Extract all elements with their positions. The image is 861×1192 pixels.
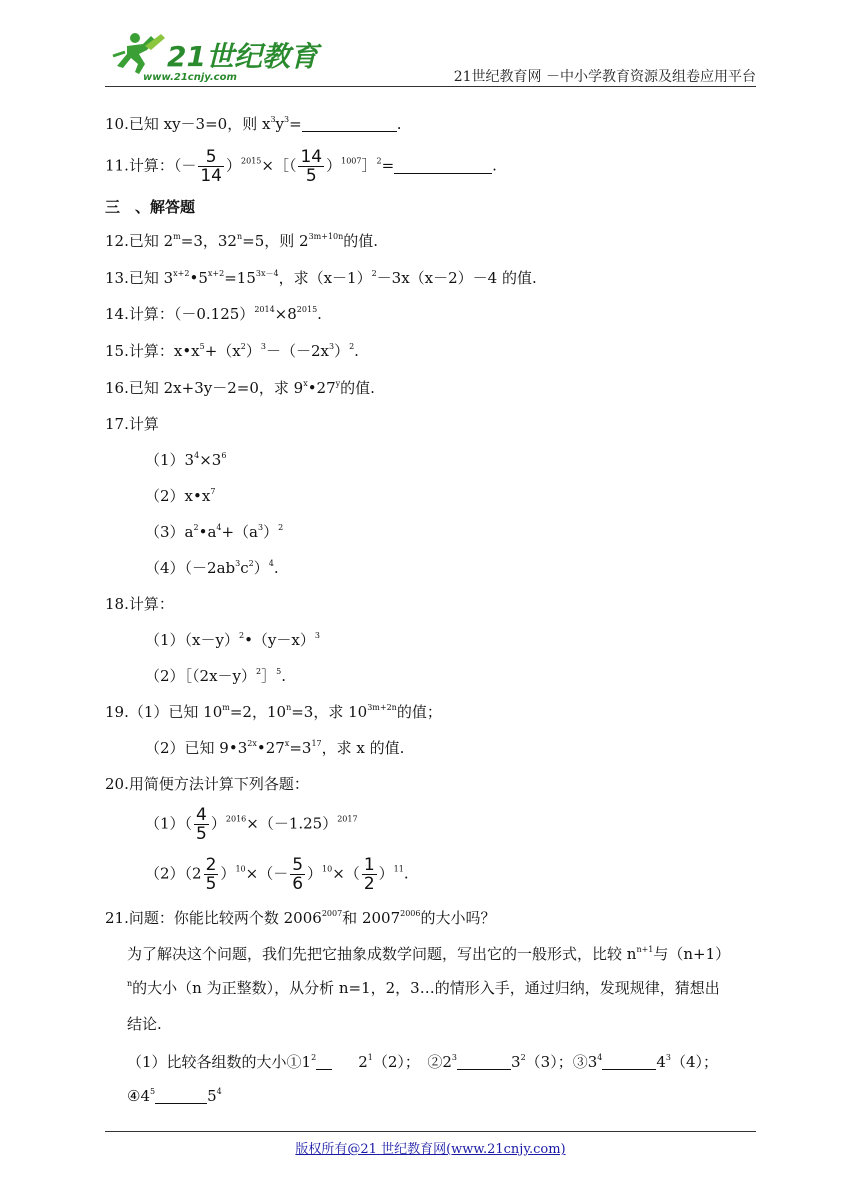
answer-blank[interactable] bbox=[394, 159, 492, 174]
fraction: $\frac{2}{5}$ bbox=[205, 855, 217, 894]
question-21-line-1: 为了解决这个问题，我们先把它抽象成数学问题，写出它的一般形式，比较 $n^{n+1}$与（n+1） bbox=[127, 945, 731, 963]
question-21-part-1b: $④4^5$ $5^4$ bbox=[127, 1087, 222, 1105]
question-20-part-2: （2）（2 $\frac{2}{5}$ ）$^{10}$×（－ $\frac{5}{6}$ ）$^{10}$×（ $\frac{1}{2}$ ）$^{11}$. bbox=[145, 855, 409, 894]
fraction: $\frac{5}{6}$ bbox=[292, 855, 304, 894]
question-11: 11.计算：（－ $\frac{5}{14}$ ）$^{2015}$×［（ $\frac{14}{5}$ ）$^{1007}$］$^2$= . bbox=[105, 147, 497, 186]
question-14: 14.计算：$(-0.125)^{2014}\times 8^{2015}$. bbox=[105, 305, 322, 323]
question-21-part-1: （1）比较各组数的大小$①1^2$ $2^1(2)$； $②2^3$ $3^2(3)$；$③3^4$ $4^3(4)$； bbox=[127, 1053, 719, 1071]
header-divider bbox=[105, 86, 756, 87]
fraction: $\frac{1}{2}$ bbox=[363, 855, 375, 894]
question-17-part-1: $(1)3^4\times 3^6$ bbox=[145, 451, 227, 469]
svg-text:www.21cnjy.com: www.21cnjy.com bbox=[143, 72, 237, 83]
site-name: 21世纪教育网 －中小学教育资源及组卷应用平台 bbox=[453, 69, 756, 85]
footer-divider bbox=[105, 1131, 756, 1132]
question-10: 10.已知 xy－3=0，则 $x^3y^3=$ . bbox=[105, 115, 402, 133]
page-header bbox=[105, 28, 756, 86]
answer-blank[interactable] bbox=[316, 1055, 332, 1070]
answer-blank[interactable] bbox=[602, 1055, 656, 1070]
question-19-part-1: 19.（1）已知 $10^m=2$，$10^n=3$，求 $10^{3m+2n}$的值； bbox=[105, 703, 442, 721]
question-18-title: 18.计算： bbox=[105, 595, 174, 613]
answer-blank[interactable] bbox=[155, 1089, 207, 1104]
fraction: $\frac{5}{14}$ bbox=[200, 147, 222, 186]
question-17-title: 17.计算 bbox=[105, 415, 159, 433]
question-21-title: 21.问题：你能比较两个数 $2006^{2007}$和 $2007^{2006}$的大小吗？ bbox=[105, 909, 496, 927]
question-19-part-2: （2）已知 $9•3^{2x}•27^x=3^{17}$，求 x 的值. bbox=[145, 739, 405, 757]
question-21-line-2: $^n$的大小（n 为正整数），从分析 n=1，2，3…的情形入手，通过归纳，发现规律，猜想出 bbox=[127, 979, 720, 997]
svg-text:21世纪教育: 21世纪教育 bbox=[167, 40, 318, 73]
section-heading: 三 、解答题 bbox=[105, 198, 196, 216]
copyright-link[interactable]: 版权所有@21 世纪教育网(www.21cnjy.com) bbox=[295, 1142, 566, 1157]
question-18-part-1: $(1)(x-y)^2•(y-x)^3$ bbox=[145, 631, 320, 649]
question-17-part-3: $(3)a^2•a^4+(a^3)^2$ bbox=[145, 523, 284, 541]
question-18-part-2: $(2)[(2x-y)^2]^5$. bbox=[145, 667, 287, 685]
question-17-part-2: $(2)x•x^7$ bbox=[145, 487, 216, 505]
question-12: 12.已知 $2^m=3$，$32^n=5$，则 $2^{3m+10n}$的值. bbox=[105, 232, 379, 250]
question-20-part-1: （1）（ $\frac{4}{5}$ ）$^{2016}\times(-1.25)^{2017}$ bbox=[145, 805, 358, 844]
answer-blank[interactable] bbox=[457, 1055, 511, 1070]
fraction: $\frac{4}{5}$ bbox=[196, 805, 207, 844]
question-20-title: 20.用简便方法计算下列各题： bbox=[105, 775, 309, 793]
fraction: $\frac{14}{5}$ bbox=[300, 147, 323, 186]
answer-blank[interactable] bbox=[302, 117, 397, 132]
question-17-part-4: $(4)(-2ab^3c^2)^4$. bbox=[145, 559, 279, 577]
question-21-line-3: 结论. bbox=[127, 1015, 162, 1033]
logo bbox=[105, 28, 318, 84]
question-15: 15.计算：$x•x^5+(x^2)^3-(-2x^3)^2$. bbox=[105, 342, 359, 360]
question-13: 13.已知 $3^{x+2}•5^{x+2}=15^{3x-4}$，求$(x-1)^2-3x(x-2)-4$ 的值. bbox=[105, 269, 537, 287]
question-16: 16.已知 2x+3y－2=0，求 9$^x$•27$^y$的值. bbox=[105, 379, 375, 397]
